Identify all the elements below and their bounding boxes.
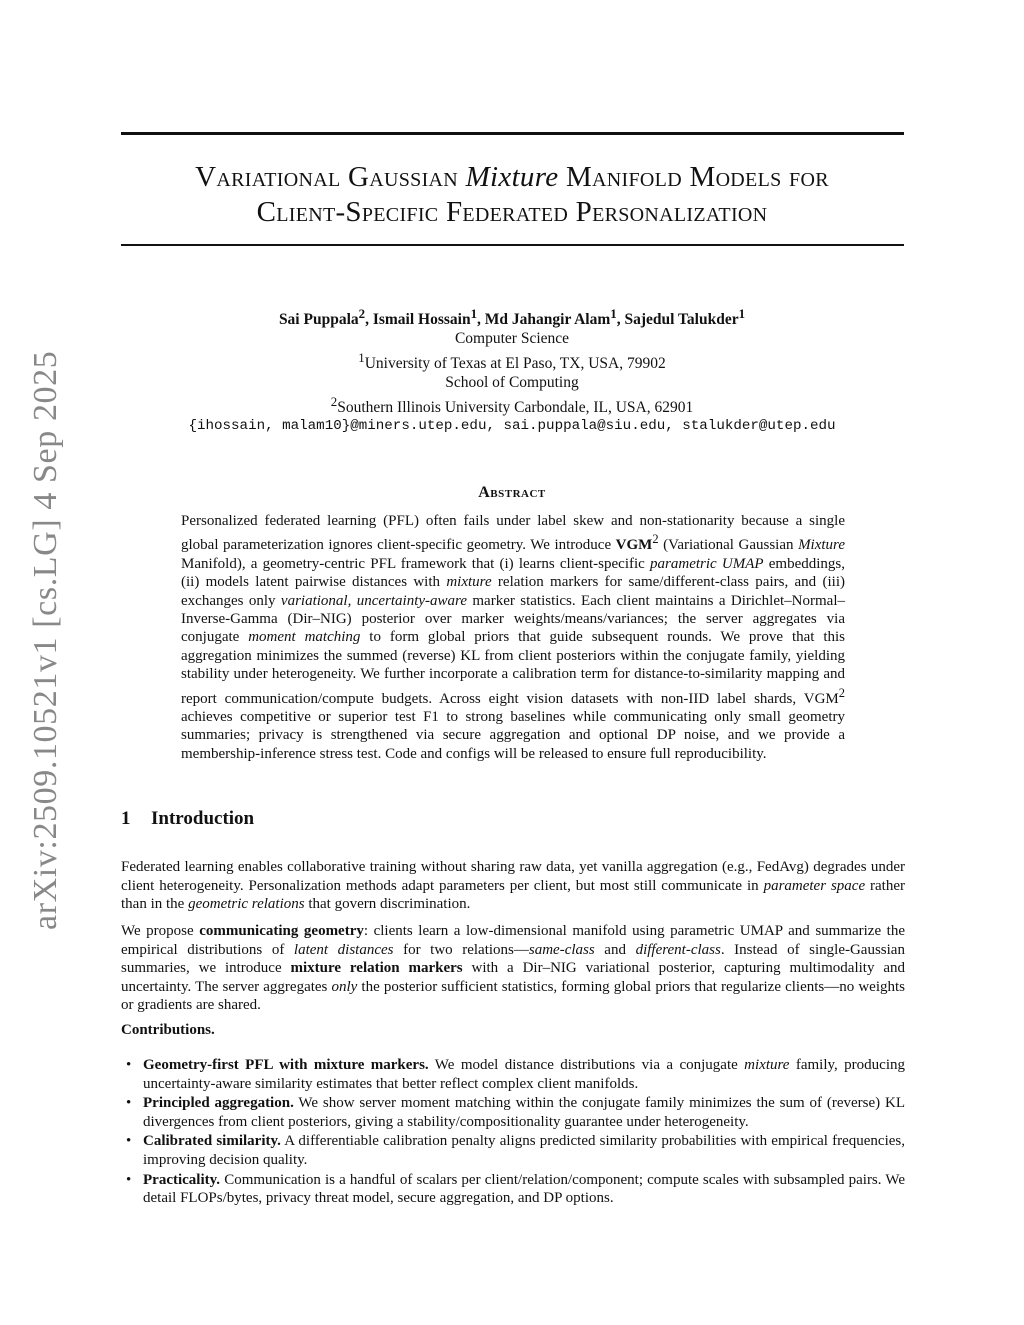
affiliation-2-sup: 2 [330,394,338,410]
department-1: Computer Science [454,330,570,348]
abstract-heading: Abstract [478,484,546,501]
list-item [121,1094,905,1131]
p2-b: : clients learn a low-dimensional manifold using parametric UMAP and summarize the empirical distributions of [121,923,905,958]
p2-i3: different-class [635,941,721,958]
abs-t2: (Variational Gaussian [658,537,799,554]
title-line1-part2: Manifold Models for [558,161,829,193]
p1-i2: geometric relations [188,896,305,913]
p1-i1: parameter space [763,877,866,894]
author-2: Ismail Hossain [372,311,471,329]
p1-b: rather than in the [121,877,905,913]
abs-i1: Mixture [798,537,845,554]
arxiv-sidebar-stamp[interactable]: arXiv:2509.10521v1 [cs.LG] 4 Sep 2025 [27,350,64,930]
affiliation-1-sup: 1 [358,350,365,366]
department-2: School of Computing [445,374,579,392]
section-title: Introduction [151,808,255,829]
p2-b2: mixture relation markers [290,960,463,977]
b2-title: Principled aggregation. [143,1095,294,1112]
title-line2: Client-Specific Federated Personalization [256,196,768,228]
abs-i5: moment matching [248,629,361,646]
abs-t1: Personalized federated learning (PFL) often fails under label skew and non-stationarity because a single global parameterization ignores client-specific geometry. We introduce [181,513,845,554]
author-1-sup: 2 [358,306,366,321]
affiliation-1 [100,348,924,373]
section-introduction-heading [121,808,254,830]
abs-sup2: 2 [838,685,845,700]
section-number: 1 [121,808,131,829]
p2-i4: only [331,978,358,995]
p2-c: for two relations— [393,941,529,958]
title-top-rule [121,132,904,135]
abs-vgm: VGM [615,537,653,554]
author-block [100,304,924,436]
abs-t4: embeddings, (ii) models latent pairwise distances with [181,555,845,591]
paper-title [100,160,924,230]
abs-t7: to form global priors that guide subsequent rounds. We prove that this aggregation minimizes the summed (reverse) KL from client posteriors within the conjugate family, yielding stability under heterogeneity. We further incorporate a calibration term for distance-to-similarity mapping and report communication/compute budgets. Across eight vision datasets with non-IID label shards, VGM [181,629,845,707]
affiliation-1-text: University of Texas at El Paso, TX, USA, 79902 [364,355,666,373]
author-emails[interactable]: {ihossain, malam10}@miners.utep.edu, sai.puppala@siu.edu, stalukder@utep.edu [188,418,836,435]
title-line1-part1: Variational Gaussian [195,161,466,193]
abs-i3: mixture [446,574,492,591]
author-4-sup: 1 [738,306,746,321]
b1-b: family, producing uncertainty-aware similarity estimates that better reflect complex client manifolds. [143,1057,905,1092]
b1-a: We model distance distributions via a conjugate [428,1057,745,1073]
abs-i4: variational, uncertainty-aware [280,592,467,609]
abs-t8: achieves competitive or superior test F1 to strong baselines while communicating only small geometry summaries; privacy is strengthened via secure aggregation and optional DP noise, and we provide a membership-inference stress test. Code and configs will be released to ensure full reproducibility. [181,709,845,762]
abs-t3: Manifold), a geometry-centric PFL framework that (i) learns client-specific [181,555,651,572]
p2-i2: same-class [528,941,595,958]
title-line1-italic: Mixture [465,161,559,193]
p1-a: Federated learning enables collaborative training without sharing raw data, yet vanilla aggregation (e.g., FedAvg) degrades under client heterogeneity. Personalization methods adapt parameters per client, but most still communicate in [121,859,905,894]
title-bottom-rule [121,244,904,246]
p1-c: that govern discrimination. [304,896,471,913]
b1-title: Geometry-first PFL with mixture markers. [143,1057,429,1073]
bullet-dot-icon: • [126,1057,132,1073]
abs-sup: 2 [652,532,659,547]
contributions-heading: Contributions. [121,1022,215,1038]
author-4: Sajedul Talukder [624,311,739,329]
list-item [121,1171,905,1208]
b3-text: A differentiable calibration penalty aligns predicted similarity probabilities with empirical frequencies, improving decision quality. [143,1133,905,1168]
intro-paragraph-2 [121,922,905,1015]
p2-a: We propose [121,923,200,939]
abs-i2: parametric UMAP [650,555,764,572]
b1-i: mixture [744,1057,790,1073]
intro-paragraph-1 [121,858,905,914]
author-3: Md Jahangir Alam [484,311,611,329]
p2-i1: latent distances [293,941,394,958]
p2-d: and [594,941,636,958]
abs-t5: relation markers for same/different-class pairs, and (iii) exchanges only [181,574,845,609]
bullet-dot-icon: • [126,1095,132,1112]
p2-b1: communicating geometry [199,923,364,939]
p2-g: the posterior sufficient statistics, forming global priors that regularize clients—no weights or gradients are shared. [121,978,906,1014]
contributions-list [121,1056,905,1209]
bullet-dot-icon: • [126,1171,132,1188]
author-1: Sai Puppala [278,311,359,329]
abs-t6: marker statistics. Each client maintains a Dirichlet–Normal–Inverse-Gamma (Dir–NIG) posterior over marker weights/means/variances; the server aggregates via conjugate [181,592,845,646]
b4-title: Practicality. [143,1171,221,1188]
bullet-dot-icon: • [126,1133,132,1150]
affiliation-2-text: Southern Illinois University Carbondale, IL, USA, 62901 [337,399,694,417]
author-3-sup: 1 [610,306,617,321]
p2-e: . Instead of single-Gaussian summaries, we introduce [121,941,905,977]
list-item [121,1056,905,1093]
abstract-text [181,512,845,763]
list-item [121,1132,905,1169]
b4-text: Communication is a handful of scalars per client/relation/component; compute scales with subsampled pairs. We detail FLOPs/bytes, privacy threat model, secure aggregation, and DP options. [143,1171,905,1207]
author-2-sup: 1 [470,306,478,321]
b3-title: Calibrated similarity. [143,1133,281,1150]
affiliation-2 [100,392,924,417]
b2-text: We show server moment matching within the conjugate family minimizes the sum of (reverse) KL divergences from client posteriors, giving a stability/compositionality guarantee under heterogeneity. [143,1095,906,1130]
p2-f: with a Dir–NIG variational posterior, capturing multimodality and uncertainty. The server aggregates [121,960,905,995]
author-names: Sai Puppala$^2$, Ismail Hossain$^1$, Md Jahangir Alam$^1$, Sajedul Talukder$^1$ [278,306,746,329]
